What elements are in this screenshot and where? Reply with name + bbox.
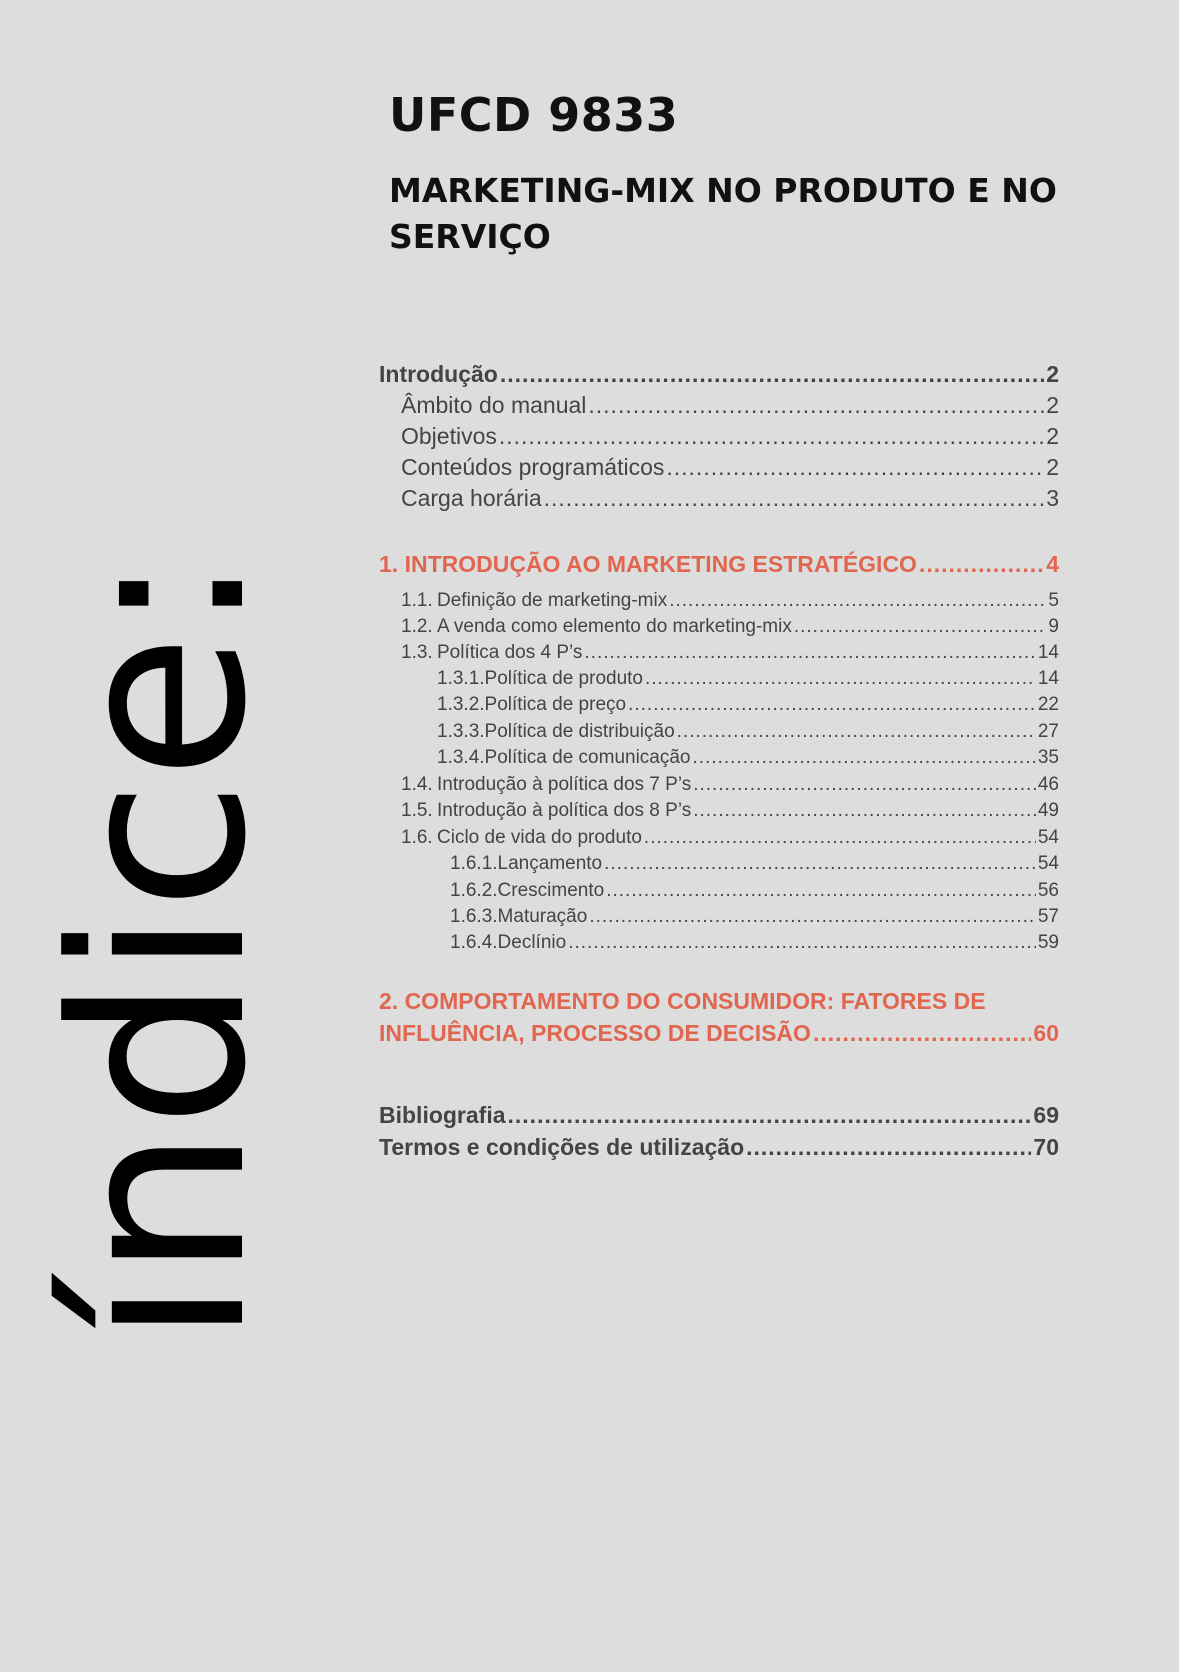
toc-leader <box>508 1102 1032 1129</box>
toc-page-number: 56 <box>1037 880 1059 901</box>
toc-entry-ambito[interactable] <box>379 392 1059 419</box>
toc-entry-1-3-4[interactable] <box>379 747 1059 769</box>
toc-entry-chapter-2-line1[interactable]: 2. COMPORTAMENTO DO CONSUMIDOR: FATORES DE <box>379 988 986 1014</box>
toc-entry-1-6-2[interactable] <box>379 880 1059 902</box>
toc-entry-number: 1.3.2. <box>437 694 485 715</box>
toc-entry-introducao[interactable] <box>379 361 1059 388</box>
toc-entry-number: 1.4. <box>401 774 433 795</box>
toc-entry-conteudos[interactable] <box>379 454 1059 481</box>
course-title: MARKETING-MIX NO PRODUTO E NO SERVIÇO <box>389 171 1057 256</box>
toc-entry-number: 1.6.3. <box>450 906 498 927</box>
toc-entry-1-1[interactable] <box>379 590 1059 612</box>
toc-entry-label: 1. INTRODUÇÃO AO MARKETING ESTRATÉGICO <box>379 551 917 577</box>
toc-leader <box>589 906 1036 928</box>
toc-page-number: 22 <box>1037 694 1059 715</box>
toc-entry-number: 1.2. <box>401 616 433 637</box>
toc-entry-1-6-1[interactable] <box>379 853 1059 875</box>
toc-leader <box>644 827 1036 849</box>
toc-entry-objetivos[interactable] <box>379 423 1059 450</box>
toc-entry-label: Carga horária <box>401 485 542 511</box>
toc-entry-number: 1.3. <box>401 642 433 663</box>
toc-leader <box>666 454 1044 481</box>
toc-leader <box>693 774 1036 796</box>
toc-entry-label: Política de preço <box>484 694 627 715</box>
toc-entry-chapter-1[interactable] <box>379 551 1059 578</box>
toc-leader <box>499 423 1044 450</box>
toc-entry-1-2[interactable] <box>379 616 1059 638</box>
vertical-index-title: índice: <box>22 553 299 1345</box>
toc-entry-chapter-2[interactable] <box>379 1020 1059 1047</box>
toc-entry-1-6-4[interactable] <box>379 932 1059 954</box>
toc-entry-termos[interactable] <box>379 1134 1059 1161</box>
toc-entry-1-3-3[interactable] <box>379 721 1059 743</box>
toc-page-number: 49 <box>1037 800 1059 821</box>
toc-entry-number: 1.6.4. <box>450 932 498 953</box>
toc-page-number: 60 <box>1033 1020 1059 1046</box>
toc-page-number: 70 <box>1033 1134 1059 1160</box>
toc-leader <box>584 642 1035 664</box>
toc-entry-1-6[interactable] <box>379 827 1059 849</box>
toc-page-number: 2 <box>1046 454 1059 480</box>
toc-page-number: 57 <box>1037 906 1059 927</box>
toc-entry-label: Conteúdos programáticos <box>401 454 665 480</box>
toc-leader <box>588 392 1044 419</box>
toc-leader <box>693 800 1036 822</box>
toc-page-number: 5 <box>1048 590 1059 611</box>
toc-entry-label: Introdução à política dos 7 P’s <box>437 774 692 795</box>
toc-entry-label: Bibliografia <box>379 1102 506 1128</box>
toc-leader <box>606 880 1036 902</box>
toc-entry-1-5[interactable] <box>379 800 1059 822</box>
toc-entry-label: Termos e condições de utilização <box>379 1134 745 1160</box>
toc-entry-label: Introdução à política dos 8 P’s <box>437 800 692 821</box>
toc-entry-1-6-3[interactable] <box>379 906 1059 928</box>
toc-entry-number: 1.1. <box>401 590 433 611</box>
toc-leader <box>628 694 1036 716</box>
toc-page-number: 4 <box>1046 551 1059 577</box>
toc-entry-number: 1.6. <box>401 827 433 848</box>
toc-leader <box>604 853 1036 875</box>
toc-page-number: 2 <box>1046 392 1059 418</box>
toc-leader <box>544 485 1045 512</box>
course-code: UFCD 9833 <box>389 88 679 142</box>
toc-page-number: 9 <box>1048 616 1059 637</box>
toc-leader <box>568 932 1036 954</box>
toc-entry-bibliografia[interactable] <box>379 1102 1059 1129</box>
toc-entry-label: Âmbito do manual <box>401 392 587 418</box>
toc-page-number: 2 <box>1046 361 1059 387</box>
toc-page-number: 14 <box>1037 668 1059 689</box>
toc-entry-1-3[interactable] <box>379 642 1059 664</box>
toc-entry-label: Política dos 4 P’s <box>437 642 583 663</box>
toc-entry-label: Ciclo de vida do produto <box>437 827 642 848</box>
toc-leader <box>794 616 1047 638</box>
toc-entry-number: 1.5. <box>401 800 433 821</box>
toc-entry-label: INFLUÊNCIA, PROCESSO DE DECISÃO <box>379 1020 811 1046</box>
toc-leader <box>919 551 1044 578</box>
toc-leader <box>677 721 1036 743</box>
toc-page-number: 54 <box>1037 827 1059 848</box>
toc-leader <box>669 590 1046 612</box>
toc-entry-number: 1.3.1. <box>437 668 485 689</box>
toc-entry-number: 1.6.2. <box>450 880 498 901</box>
toc-page-number: 14 <box>1037 642 1059 663</box>
toc-page-number: 35 <box>1037 747 1059 768</box>
toc-entry-label: Declínio <box>497 932 567 953</box>
toc-entry-label: Objetivos <box>401 423 497 449</box>
toc-page-number: 46 <box>1037 774 1059 795</box>
toc-page-number: 27 <box>1037 721 1059 742</box>
toc-leader <box>645 668 1036 690</box>
toc-leader <box>693 747 1036 769</box>
toc-entry-label: Definição de marketing-mix <box>437 590 668 611</box>
toc-page-number: 59 <box>1037 932 1059 953</box>
toc-entry-1-4[interactable] <box>379 774 1059 796</box>
toc-entry-number: 1.3.4. <box>437 747 485 768</box>
toc-entry-label: Maturação <box>497 906 588 927</box>
toc-entry-label: Crescimento <box>497 880 605 901</box>
toc-page-number: 3 <box>1046 485 1059 511</box>
toc-entry-label: A venda como elemento do marketing-mix <box>437 616 792 637</box>
toc-leader <box>500 361 1044 388</box>
toc-entry-1-3-1[interactable] <box>379 668 1059 690</box>
toc-entry-label: Política de distribuição <box>484 721 675 742</box>
toc-entry-carga-horaria[interactable] <box>379 485 1059 512</box>
toc-leader <box>813 1020 1031 1047</box>
toc-entry-number: 1.6.1. <box>450 853 498 874</box>
toc-entry-label: Lançamento <box>497 853 603 874</box>
toc-entry-label: Política de produto <box>484 668 643 689</box>
toc-entry-label: Política de comunicação <box>484 747 691 768</box>
toc-page-number: 2 <box>1046 423 1059 449</box>
toc-entry-1-3-2[interactable] <box>379 694 1059 716</box>
toc-leader <box>746 1134 1031 1161</box>
toc-page-number: 69 <box>1033 1102 1059 1128</box>
toc-entry-label: Introdução <box>379 361 498 387</box>
toc-page-number: 54 <box>1037 853 1059 874</box>
toc-entry-number: 1.3.3. <box>437 721 485 742</box>
